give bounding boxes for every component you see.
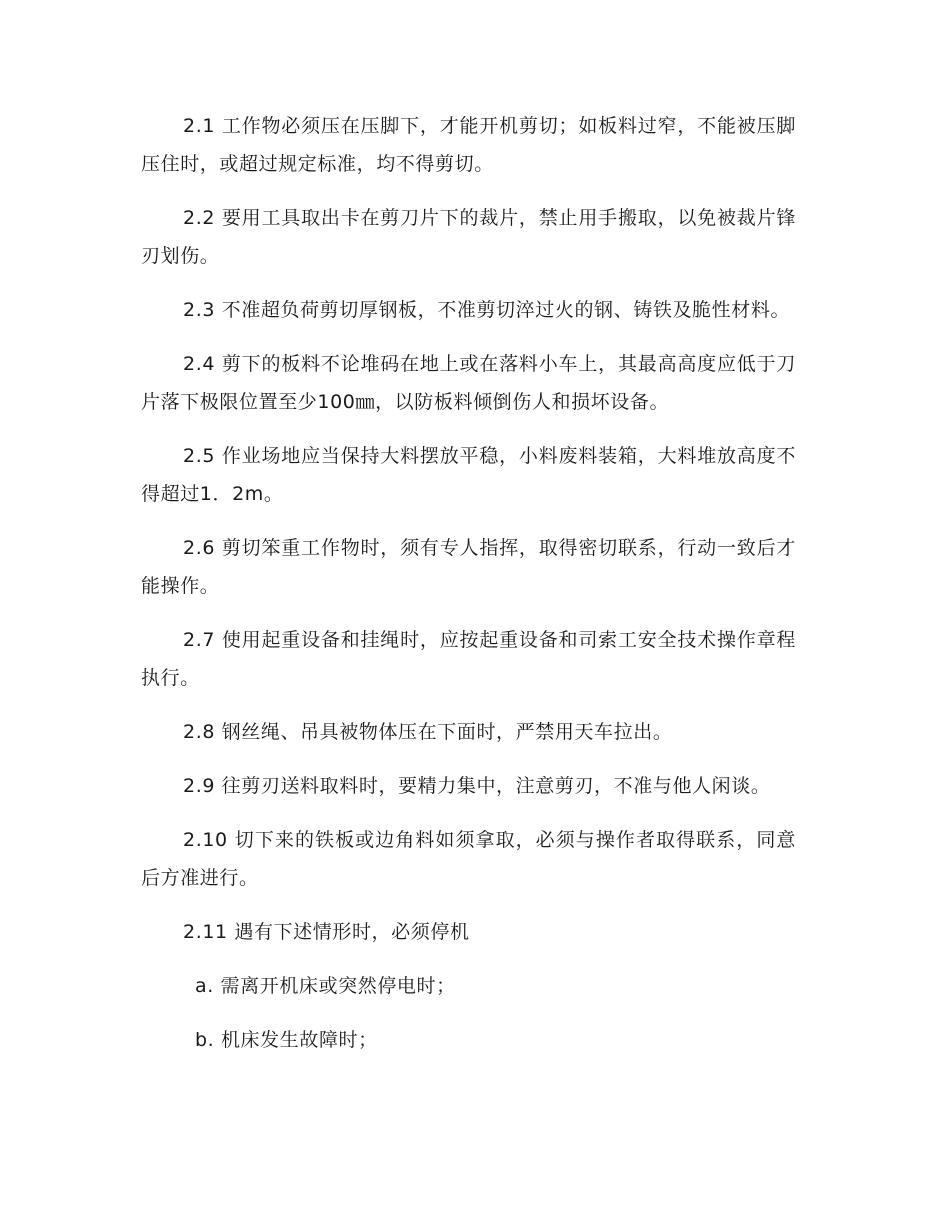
paragraph-2-2: 2.2 要用工具取出卡在剪刀片下的裁片，禁止用手搬取，以免被裁片锋刃划伤。 [141,207,796,267]
paragraph-2-6: 2.6 剪切笨重工作物时，须有专人指挥，取得密切联系，行动一致后才能操作。 [141,537,796,597]
list-item-a: a. 需离开机床或突然停电时； [195,975,456,997]
paragraph-2-1: 2.1 工作物必须压在压脚下，才能开机剪切；如板料过窄，不能被压脚压住时，或超过规定标准，均不得剪切。 [141,115,796,175]
paragraph-2-9: 2.9 往剪刃送料取料时，要精力集中，注意剪刃，不准与他人闲谈。 [183,775,771,797]
paragraph-2-7: 2.7 使用起重设备和挂绳时，应按起重设备和司索工安全技术操作章程执行。 [141,629,796,689]
document-body [141,107,796,1075]
list-item-b: b. 机床发生故障时； [195,1029,378,1051]
paragraph-2-4: 2.4 剪下的板料不论堆码在地上或在落料小车上，其最高高度应低于刀片落下极限位置至少100㎜，以防板料倾倒伤人和损坏设备。 [141,353,796,413]
paragraph-2-11: 2.11 遇有下述情形时，必须停机 [183,921,470,943]
paragraph-2-8: 2.8 钢丝绳、吊具被物体压在下面时，严禁用天车拉出。 [183,721,673,743]
paragraph-2-3: 2.3 不准超负荷剪切厚钢板，不准剪切淬过火的钢、铸铁及脆性材料。 [183,299,791,321]
paragraph-2-5: 2.5 作业场地应当保持大料摆放平稳，小料废料装箱，大料堆放高度不得超过1．2m。 [141,445,796,505]
paragraph-2-10: 2.10 切下来的铁板或边角料如须拿取，必须与操作者取得联系，同意后方准进行。 [141,829,796,889]
